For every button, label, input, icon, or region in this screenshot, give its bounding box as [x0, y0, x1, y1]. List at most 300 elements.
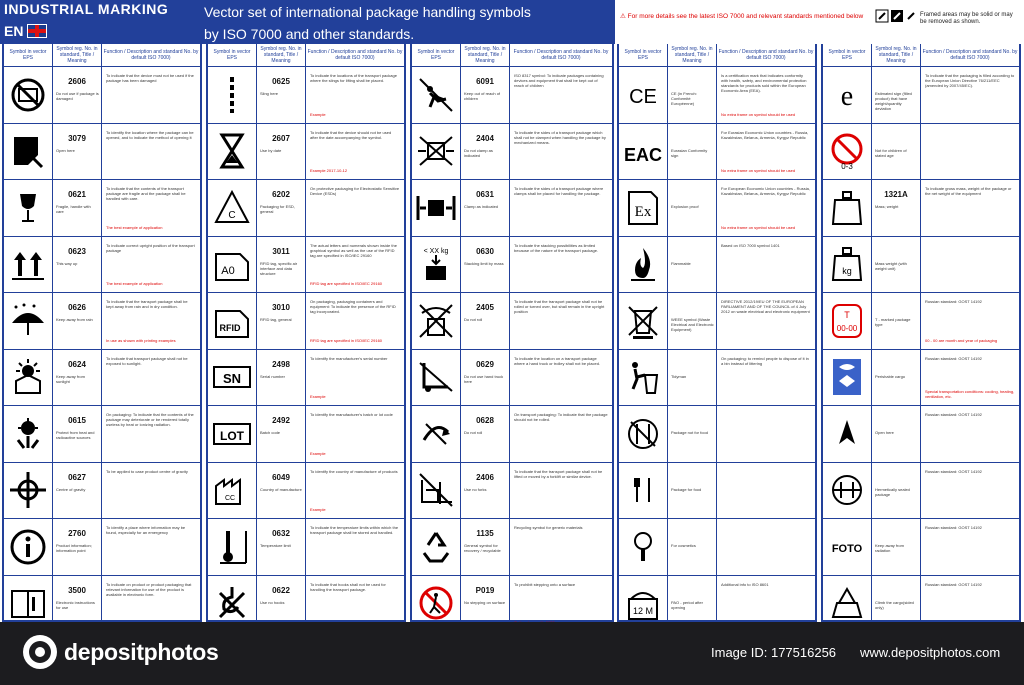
function-description: Based on ISO 7000 symbol 1401 — [721, 242, 780, 248]
table-row — [619, 463, 815, 520]
table-row — [412, 124, 612, 181]
table-row — [619, 124, 815, 181]
example-note: RFID tag are specified in ISO/IEC 29160 — [310, 281, 383, 286]
table-row — [412, 350, 612, 407]
table-row — [619, 237, 815, 294]
table-row — [4, 463, 200, 520]
function-description: To indicate correct upright position of the transport package — [106, 242, 195, 253]
description-cell — [510, 350, 612, 406]
description-cell — [921, 463, 1019, 519]
description-cell — [102, 406, 200, 462]
use-by-date-icon — [208, 124, 257, 180]
symbol-meaning: Temperature limit — [260, 543, 291, 548]
example-note: Example — [310, 394, 326, 399]
registration-cell — [257, 180, 306, 236]
function-description: ISO 8317 symbol: To indicate packages containing devices and equipment that shall be kept out of reach of children — [514, 73, 604, 88]
example-note: The best example of application — [106, 224, 163, 230]
description-cell — [306, 350, 404, 406]
page-title: INDUSTRIAL MARKING — [4, 1, 169, 17]
registration-cell — [53, 463, 102, 519]
registration-number: 2405 — [476, 303, 494, 312]
recycling-icon — [412, 519, 461, 575]
registration-cell — [461, 180, 510, 236]
description-cell — [102, 463, 200, 519]
symbol-meaning: Tidyman — [671, 373, 687, 379]
symbol-meaning: Serial number — [260, 373, 285, 379]
description-cell — [102, 519, 200, 575]
registration-cell — [668, 180, 717, 236]
description-cell — [306, 124, 404, 180]
registration-cell — [668, 519, 717, 575]
function-description: To indicate that the transport package shall not be rolled or turned over, but shall remain in the upright position — [514, 299, 605, 314]
fragile-icon — [4, 180, 53, 236]
table-row — [208, 67, 404, 124]
registration-number: 0627 — [68, 472, 86, 482]
function-description: To indicate the location on a transport package where a hand truck or trolley shall not be placed. — [514, 355, 601, 366]
brand-name: depositphotos — [64, 639, 219, 665]
symbol-meaning: CE (in French: Conformité Européenne) — [671, 91, 697, 106]
description-cell — [921, 237, 1019, 293]
symbol-meaning: Do not roll — [464, 317, 483, 322]
function-description: The actual letters and numerals shown inside the graphical symbol as well as the use of the RFID tag are specified in ISO/IEC 29160 — [310, 242, 397, 258]
registration-cell — [668, 237, 717, 293]
registration-number: 0615 — [68, 416, 86, 425]
registration-cell — [257, 237, 306, 293]
symbol-column-4 — [617, 44, 817, 622]
description-cell — [102, 124, 200, 180]
this-way-up-icon — [4, 237, 53, 293]
table-row — [4, 180, 200, 237]
svg-text:Ex: Ex — [634, 203, 652, 220]
registration-number: 1135 — [476, 529, 494, 538]
symbol-meaning: General symbol for recovery / recyclable — [464, 543, 501, 553]
function-description: On packaging: To indicate that the contents of the package may deteriorate or be rendered totally useless by heat or ionizing radiation. — [106, 412, 194, 427]
registration-cell — [668, 406, 717, 462]
registration-cell — [257, 406, 306, 462]
keep-from-sunlight-icon — [4, 350, 53, 406]
function-description: To indicate that the packaging is filled according to the European Union Directive 76/211/EEC (amended by 2007/45/EC). — [925, 73, 1015, 88]
description-cell — [717, 406, 815, 462]
language-code: EN — [4, 23, 24, 39]
ce-mark-icon — [619, 67, 668, 123]
registration-cell — [257, 67, 306, 123]
registration-cell — [872, 463, 921, 519]
function-description: To identify the manufacturer's serial number — [310, 355, 388, 361]
table-row — [4, 519, 200, 576]
page-subtitle: Vector set of international package handling symbols by ISO 7000 and other standards. — [204, 4, 531, 42]
example-note: No extra frame on symbol should be used — [721, 111, 796, 117]
description-cell — [306, 463, 404, 519]
registration-number: 0623 — [68, 246, 86, 256]
table-row — [4, 67, 200, 124]
do-not-roll-arrow-icon — [412, 406, 461, 462]
table-row — [823, 519, 1019, 576]
warning-icon: ⚠ — [620, 13, 628, 20]
svg-text:T: T — [844, 309, 850, 320]
serial-number-icon — [208, 350, 257, 406]
registration-cell — [53, 124, 102, 180]
symbol-meaning: Do not use if package is damaged — [56, 91, 99, 101]
function-description: To identify the country of manufacture of products — [310, 468, 398, 474]
temperature-limit-icon — [208, 519, 257, 575]
table-row — [619, 519, 815, 576]
description-cell — [510, 519, 612, 575]
symbol-meaning: Mass weight (with weight unit) — [875, 260, 907, 271]
function-description: On packaging: to remind people to dispose of it in a bin instead of littering — [721, 355, 809, 366]
table-row — [208, 293, 404, 350]
table-row — [4, 350, 200, 407]
symbol-meaning: Batch code — [260, 430, 281, 435]
registration-number: 6202 — [272, 190, 290, 199]
page-header — [0, 0, 1024, 44]
example-note: Special transportation conditions: cooling, heating, ventilation, etc. — [925, 389, 1015, 399]
standards-notice: ⚠ For more details see the latest ISO 7000 and relevant standards mentioned below — [620, 13, 864, 20]
function-description: On protective packaging for Electrostatic Sensitive Device (ESDs) — [310, 186, 400, 196]
svg-text:A0: A0 — [221, 265, 235, 278]
symbol-meaning: Climb the cargo(sided only) — [875, 599, 914, 610]
symbol-meaning: No stepping on surface — [464, 599, 506, 605]
title-banner — [0, 0, 615, 44]
function-description: To indicate that hooks shall not be used for handling the transport package. — [310, 581, 386, 592]
weee-icon — [619, 293, 668, 349]
registration-number: 0624 — [68, 359, 86, 369]
table-row — [208, 180, 404, 237]
mass-kg-icon — [823, 237, 872, 293]
table-row — [208, 237, 404, 294]
table-row — [823, 237, 1019, 294]
registration-cell — [53, 406, 102, 462]
description-cell — [921, 519, 1019, 575]
function-description: To indicate the locations of the transport package where the slings for lifting shall be placed. — [310, 73, 397, 83]
description-cell — [921, 124, 1019, 180]
frame-note: Framed areas may be solid or may be removed as shown. — [920, 12, 1013, 25]
framed-areas-icon — [875, 8, 917, 28]
example-note: The best example of application — [106, 281, 163, 286]
open-here-icon — [4, 124, 53, 180]
symbol-meaning: Open here — [56, 147, 75, 153]
function-description: To indicate that the transport package shall not be lifted or moved by a forklift or similar device. — [514, 468, 603, 479]
table-row — [619, 180, 815, 237]
description-cell — [102, 237, 200, 293]
registration-cell — [53, 293, 102, 349]
description-cell — [717, 293, 815, 349]
svg-text:CE: CE — [629, 85, 657, 108]
table-row — [619, 350, 815, 407]
registration-number: 3010 — [272, 303, 290, 312]
info-icon — [4, 519, 53, 575]
symbol-meaning: For cosmetics — [671, 543, 696, 548]
function-description: To prohibit stepping onto a surface — [514, 581, 576, 587]
example-note: RFID tag are specified in ISO/IEC 29160 — [310, 337, 383, 343]
table-row — [823, 406, 1019, 463]
no-hand-truck-icon — [412, 350, 461, 406]
description-cell — [510, 237, 612, 293]
table-row — [412, 237, 612, 294]
stacking-limit-icon — [412, 237, 461, 293]
symbol-meaning: Clamp as indicated — [464, 204, 499, 209]
depositphotos-logo-icon — [23, 635, 57, 669]
description-cell — [921, 406, 1019, 462]
registration-number: 0622 — [272, 585, 290, 595]
tidyman-icon — [619, 350, 668, 406]
description-cell — [510, 180, 612, 236]
svg-text:RFID: RFID — [219, 322, 241, 333]
symbol-column-1 — [2, 44, 202, 622]
description-cell — [921, 350, 1019, 406]
function-description: To indicate the sides of a transport package where clamps shall be placed for handling the package. — [514, 186, 604, 196]
table-row — [823, 293, 1019, 350]
table-row — [412, 463, 612, 520]
function-description: To identify a place where information may be found, especially for an emergency — [106, 525, 186, 535]
table-row — [208, 124, 404, 181]
symbol-meaning: Mass; weight — [875, 204, 899, 209]
cosmetics-icon — [619, 519, 668, 575]
function-description: Russian standard: GOST 14192 — [925, 355, 982, 361]
table-row — [4, 406, 200, 463]
svg-text:C: C — [228, 209, 236, 221]
table-row — [412, 293, 612, 350]
function-description: Additional info to ISO 8601 — [721, 581, 769, 587]
column-header: Symbol in vector EPS Symbol reg. No. in standard, Title / Meaning Function / Description and standard No. by default ISO 7000) — [208, 44, 404, 67]
registration-number: 0632 — [272, 529, 290, 538]
no-stack-icon — [4, 67, 53, 123]
symbol-meaning: Flammable — [671, 260, 691, 266]
description-cell — [102, 180, 200, 236]
example-note: Example — [310, 111, 326, 117]
description-cell — [510, 293, 612, 349]
registration-cell — [461, 350, 510, 406]
registration-cell — [257, 293, 306, 349]
symbol-column-3 — [410, 44, 614, 622]
description-cell — [717, 350, 815, 406]
description-cell — [717, 124, 815, 180]
example-note: No extra frame on symbol should be used — [721, 168, 796, 173]
registration-cell — [872, 406, 921, 462]
symbol-meaning: Centre of gravity — [56, 486, 86, 492]
mass-weight-icon — [823, 180, 872, 236]
symbol-meaning: Explosion proof — [671, 204, 699, 209]
description-cell — [510, 67, 612, 123]
symbol-meaning: Protect from heat and radioactive sources — [56, 430, 95, 440]
function-description: To be applied to case product centre of gravity — [106, 468, 188, 474]
description-cell — [921, 180, 1019, 236]
description-cell — [717, 237, 815, 293]
description-cell — [717, 463, 815, 519]
symbol-meaning: Do not use hand truck here — [464, 373, 504, 384]
function-description: Russian standard: GOST 14192 — [925, 525, 982, 530]
batch-code-icon — [208, 406, 257, 462]
rfid-a0-icon — [208, 237, 257, 293]
example-note: Example — [310, 450, 326, 456]
registration-cell — [257, 463, 306, 519]
registration-cell — [53, 237, 102, 293]
registration-number: 6049 — [272, 472, 290, 482]
function-description: Russian standard: GOST 14192 — [925, 299, 982, 304]
function-description: To identify the manufacturer's batch or lot code — [310, 412, 393, 417]
symbol-meaning: Keep away from sunlight — [56, 373, 85, 384]
uk-flag-icon — [27, 24, 47, 38]
example-note: 00 - 00 are month and year of packaging — [925, 337, 998, 343]
svg-text:SN: SN — [222, 371, 242, 387]
registration-number: 2760 — [68, 529, 86, 538]
description-cell — [510, 463, 612, 519]
ex-mark-icon — [619, 180, 668, 236]
table-row — [619, 406, 815, 463]
function-description: DIRECTIVE 2012/19/EU OF THE EUROPEAN PARLIAMENT AND OF THE COUNCIL of 4 July 2012 on waste electrical and electronic equipment — [721, 299, 810, 314]
symbol-meaning: Use no hooks — [260, 599, 285, 605]
registration-cell — [461, 519, 510, 575]
function-description: Is a certification mark that indicates conformity with health, safety, and environmental protection standards for products sold within the European Economic Area (EEA). — [721, 73, 807, 93]
table-row — [208, 406, 404, 463]
registration-number: 2606 — [68, 77, 86, 86]
symbol-meaning: Eurasian Conformity sign — [671, 147, 708, 158]
table-row — [412, 519, 612, 576]
svg-text:FOTO: FOTO — [831, 542, 863, 555]
not-for-children-icon — [823, 124, 872, 180]
symbol-meaning: Packaging for ESD, general — [260, 204, 295, 214]
table-row — [412, 406, 612, 463]
registration-cell — [257, 124, 306, 180]
table-row — [208, 350, 404, 407]
clamp-as-indicated-icon — [412, 180, 461, 236]
flammable-icon — [619, 237, 668, 293]
registration-number: 0628 — [476, 416, 494, 425]
table-row — [823, 67, 1019, 124]
symbol-meaning: Stacking limit by mass — [464, 260, 504, 266]
registration-cell — [872, 237, 921, 293]
table-row — [4, 124, 200, 181]
table-row — [4, 293, 200, 350]
symbol-meaning: PAO - period after opening — [671, 599, 703, 610]
sling-here-icon — [208, 67, 257, 123]
description-cell — [102, 67, 200, 123]
function-description: To indicate that the device must not be used if the package has been damaged — [106, 73, 194, 83]
svg-text:00-00: 00-00 — [836, 323, 858, 333]
registration-number: P019 — [475, 585, 495, 595]
symbol-meaning: Electronic instructions for use — [56, 599, 95, 610]
table-row — [412, 180, 612, 237]
table-row — [823, 463, 1019, 520]
description-cell — [510, 406, 612, 462]
function-description: To identify the location where the package can be opened, and to indicate the method of opening it — [106, 129, 194, 140]
description-cell — [921, 67, 1019, 123]
registration-cell — [872, 293, 921, 349]
symbol-meaning: Do not clamp as indicated — [464, 147, 493, 158]
registration-number: 0631 — [476, 190, 494, 199]
eac-mark-icon — [619, 124, 668, 180]
estimated-sign-icon — [823, 67, 872, 123]
perishable-cargo-icon — [823, 350, 872, 406]
registration-number: 2498 — [272, 359, 290, 369]
registration-number: 0630 — [476, 246, 494, 256]
symbol-meaning: Sling here — [260, 91, 279, 96]
function-description: Russian standard: GOST 14192 — [925, 412, 982, 417]
registration-cell — [53, 180, 102, 236]
image-id: Image ID: 177516256 — [711, 645, 837, 660]
description-cell — [306, 237, 404, 293]
registration-cell — [668, 67, 717, 123]
description-cell — [102, 293, 200, 349]
svg-text:0-3: 0-3 — [841, 162, 853, 172]
rfid-icon — [208, 293, 257, 349]
registration-cell — [872, 519, 921, 575]
description-cell — [306, 67, 404, 123]
keep-dry-icon — [4, 293, 53, 349]
symbol-meaning: Country of manufacture — [260, 486, 302, 492]
symbol-meaning: Use no forks — [464, 486, 487, 492]
symbol-meaning: RFID tag, general — [260, 317, 292, 322]
description-cell — [717, 67, 815, 123]
example-note: In use as shown with printing examples — [106, 337, 176, 343]
svg-text:12 M: 12 M — [632, 606, 654, 617]
registration-number: 3079 — [68, 133, 86, 143]
description-cell — [306, 293, 404, 349]
symbol-meaning: Keep away from rain — [56, 317, 93, 322]
keep-from-radiation-icon — [823, 519, 872, 575]
function-description: Russian standard: GOST 14192 — [925, 581, 982, 587]
no-forklift-icon — [412, 463, 461, 519]
registration-cell — [668, 463, 717, 519]
registration-cell — [461, 406, 510, 462]
symbol-meaning: Do not roll — [464, 430, 483, 435]
svg-text:EAC: EAC — [623, 145, 663, 166]
symbol-meaning: Keep out of reach of children — [464, 91, 501, 101]
registration-cell — [872, 350, 921, 406]
registration-number: 2607 — [272, 133, 290, 143]
registration-number: 2492 — [272, 416, 290, 425]
keep-out-of-reach-children-icon — [412, 67, 461, 123]
example-note: Example — [310, 507, 326, 512]
registration-cell — [461, 67, 510, 123]
registration-cell — [872, 67, 921, 123]
column-header: Symbol in vector EPS Symbol reg. No. in standard, Title / Meaning Function / Description and standard No. by default ISO 7000) — [4, 44, 200, 67]
symbol-meaning: Use by date — [260, 147, 282, 153]
registration-cell — [668, 350, 717, 406]
symbol-meaning: Not for children of stated age — [875, 147, 907, 158]
do-not-clamp-icon — [412, 124, 461, 180]
description-cell — [102, 350, 200, 406]
registration-cell — [257, 350, 306, 406]
symbol-meaning: Keep away from radiation — [875, 543, 904, 553]
svg-text:kg: kg — [842, 266, 852, 277]
hermetically-sealed-icon — [823, 463, 872, 519]
function-description: To indicate that the device should not be used after the date accompanying the symbol. — [310, 129, 392, 140]
symbol-column-2 — [206, 44, 406, 622]
column-header: Symbol in vector EPS Symbol reg. No. in standard, Title / Meaning Function / Description and standard No. by default ISO 7000) — [412, 44, 612, 67]
protect-heat-radioactive-icon — [4, 406, 53, 462]
center-of-gravity-icon — [4, 463, 53, 519]
country-of-manufacture-icon — [208, 463, 257, 519]
function-description: To indicate that the contents of the transport package are fragile and the package shall be handled with care. — [106, 186, 186, 201]
table-row — [823, 350, 1019, 407]
symbol-meaning: Package not for food — [671, 430, 708, 435]
symbol-meaning: Estimated sign (filled product) that have weight/quantity deviation — [875, 91, 912, 111]
function-description: To indicate the sides of a transport package which shall not be clamped when handling the package by mechanized means. — [514, 129, 606, 145]
svg-text:e: e — [840, 80, 854, 112]
function-description: To indicate on product or product packaging that relevant information for use of the product is available in electronic form. — [106, 581, 192, 597]
table-row — [619, 67, 815, 124]
column-header: Symbol in vector EPS Symbol reg. No. in standard, Title / Meaning Function / Description and standard No. by default ISO 7000) — [619, 44, 815, 67]
symbol-meaning: Hermetically sealed package — [875, 486, 910, 497]
registration-number: 6091 — [476, 77, 494, 86]
registration-cell — [257, 519, 306, 575]
registration-cell — [53, 519, 102, 575]
watermark-footer — [0, 622, 1024, 685]
symbol-meaning: WEEE symbol (Waste Electrical and Electronic Equipment) — [671, 317, 714, 332]
do-not-roll-icon — [412, 293, 461, 349]
table-row — [412, 67, 612, 124]
description-cell — [306, 519, 404, 575]
